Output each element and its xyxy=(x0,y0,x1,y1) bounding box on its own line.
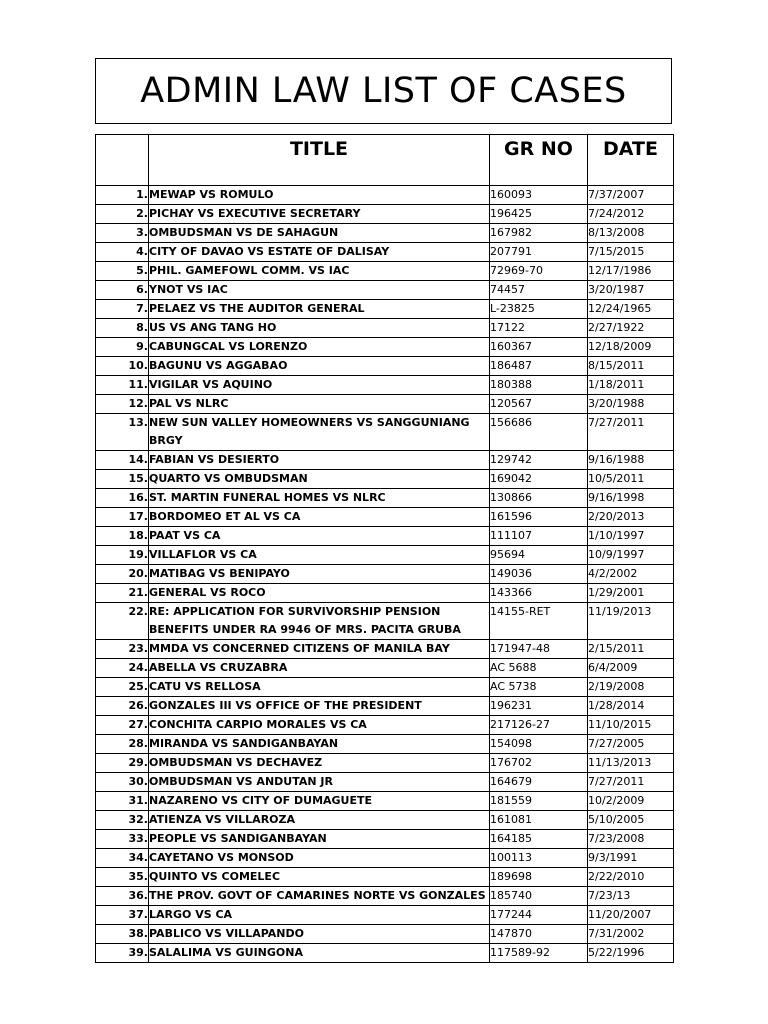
case-number: 16. xyxy=(96,489,149,508)
case-date: 11/19/2013 xyxy=(588,603,674,640)
case-number: 14. xyxy=(96,451,149,470)
case-gr-no: 186487 xyxy=(490,357,588,376)
case-number: 19. xyxy=(96,546,149,565)
table-row xyxy=(96,584,674,603)
case-number: 5. xyxy=(96,262,149,281)
case-number: 17. xyxy=(96,508,149,527)
case-date: 1/10/1997 xyxy=(588,527,674,546)
table-row xyxy=(96,357,674,376)
case-title: YNOT VS IAC xyxy=(149,281,490,300)
header-date: DATE xyxy=(588,135,674,186)
case-number: 24. xyxy=(96,659,149,678)
case-number: 12. xyxy=(96,395,149,414)
case-number: 3. xyxy=(96,224,149,243)
table-row xyxy=(96,224,674,243)
case-number: 26. xyxy=(96,697,149,716)
case-gr-no: 181559 xyxy=(490,792,588,811)
case-date: 7/37/2007 xyxy=(588,186,674,205)
case-number: 10. xyxy=(96,357,149,376)
table-row xyxy=(96,906,674,925)
case-title: NAZARENO VS CITY OF DUMAGUETE xyxy=(149,792,490,811)
case-gr-no: 196231 xyxy=(490,697,588,716)
table-row xyxy=(96,678,674,697)
case-number: 34. xyxy=(96,849,149,868)
case-gr-no: 14155-RET xyxy=(490,603,588,640)
case-title: OMBUDSMAN VS DE SAHAGUN xyxy=(149,224,490,243)
case-title: ATIENZA VS VILLAROZA xyxy=(149,811,490,830)
case-title: MIRANDA VS SANDIGANBAYAN xyxy=(149,735,490,754)
case-gr-no: 147870 xyxy=(490,925,588,944)
case-date: 5/22/1996 xyxy=(588,944,674,963)
table-row xyxy=(96,944,674,963)
case-date: 1/29/2001 xyxy=(588,584,674,603)
table-row xyxy=(96,546,674,565)
case-title: RE: APPLICATION FOR SURVIVORSHIP PENSION BENEFITS UNDER RA 9946 OF MRS. PACITA GRUBA xyxy=(149,603,490,640)
case-date: 5/10/2005 xyxy=(588,811,674,830)
case-title: PEOPLE VS SANDIGANBAYAN xyxy=(149,830,490,849)
case-date: 11/13/2013 xyxy=(588,754,674,773)
case-gr-no: 129742 xyxy=(490,451,588,470)
case-gr-no: 185740 xyxy=(490,887,588,906)
case-gr-no: 72969-70 xyxy=(490,262,588,281)
case-date: 7/23/2008 xyxy=(588,830,674,849)
table-row xyxy=(96,849,674,868)
header-title: TITLE xyxy=(149,135,490,186)
table-row xyxy=(96,489,674,508)
case-title: BAGUNU VS AGGABAO xyxy=(149,357,490,376)
case-title: PABLICO VS VILLAPANDO xyxy=(149,925,490,944)
case-date: 7/15/2015 xyxy=(588,243,674,262)
table-row xyxy=(96,338,674,357)
case-title: PHIL. GAMEFOWL COMM. VS IAC xyxy=(149,262,490,281)
case-date: 2/20/2013 xyxy=(588,508,674,527)
case-gr-no: 161596 xyxy=(490,508,588,527)
case-date: 11/20/2007 xyxy=(588,906,674,925)
case-number: 25. xyxy=(96,678,149,697)
case-title: FABIAN VS DESIERTO xyxy=(149,451,490,470)
case-date: 3/20/1987 xyxy=(588,281,674,300)
case-title: ABELLA VS CRUZABRA xyxy=(149,659,490,678)
table-row xyxy=(96,262,674,281)
case-gr-no: 120567 xyxy=(490,395,588,414)
case-title: VILLAFLOR VS CA xyxy=(149,546,490,565)
case-title: PELAEZ VS THE AUDITOR GENERAL xyxy=(149,300,490,319)
case-title: CABUNGCAL VS LORENZO xyxy=(149,338,490,357)
case-number: 7. xyxy=(96,300,149,319)
case-gr-no: 100113 xyxy=(490,849,588,868)
case-gr-no: L-23825 xyxy=(490,300,588,319)
case-number: 29. xyxy=(96,754,149,773)
case-title: LARGO VS CA xyxy=(149,906,490,925)
case-date: 9/16/1998 xyxy=(588,489,674,508)
case-number: 35. xyxy=(96,868,149,887)
table-row xyxy=(96,300,674,319)
case-number: 37. xyxy=(96,906,149,925)
case-gr-no: 207791 xyxy=(490,243,588,262)
case-gr-no: 164185 xyxy=(490,830,588,849)
case-gr-no: 95694 xyxy=(490,546,588,565)
case-date: 2/22/2010 xyxy=(588,868,674,887)
case-date: 6/4/2009 xyxy=(588,659,674,678)
case-date: 7/24/2012 xyxy=(588,205,674,224)
case-gr-no: 180388 xyxy=(490,376,588,395)
table-row xyxy=(96,451,674,470)
case-gr-no: 189698 xyxy=(490,868,588,887)
case-number: 6. xyxy=(96,281,149,300)
case-date: 7/31/2002 xyxy=(588,925,674,944)
case-gr-no: 111107 xyxy=(490,527,588,546)
case-number: 27. xyxy=(96,716,149,735)
table-row xyxy=(96,527,674,546)
case-number: 18. xyxy=(96,527,149,546)
case-date: 8/13/2008 xyxy=(588,224,674,243)
case-number: 30. xyxy=(96,773,149,792)
case-gr-no: 196425 xyxy=(490,205,588,224)
case-gr-no: AC 5738 xyxy=(490,678,588,697)
case-date: 9/16/1988 xyxy=(588,451,674,470)
table-row xyxy=(96,205,674,224)
case-title: BORDOMEO ET AL VS CA xyxy=(149,508,490,527)
case-number: 4. xyxy=(96,243,149,262)
case-number: 13. xyxy=(96,414,149,451)
case-date: 12/24/1965 xyxy=(588,300,674,319)
case-gr-no: 149036 xyxy=(490,565,588,584)
case-date: 2/19/2008 xyxy=(588,678,674,697)
table-row xyxy=(96,319,674,338)
table-row xyxy=(96,508,674,527)
case-gr-no: 154098 xyxy=(490,735,588,754)
case-title: THE PROV. GOVT OF CAMARINES NORTE VS GONZALES xyxy=(149,887,490,906)
case-title: ST. MARTIN FUNERAL HOMES VS NLRC xyxy=(149,489,490,508)
case-gr-no: 156686 xyxy=(490,414,588,451)
case-number: 22. xyxy=(96,603,149,640)
table-row xyxy=(96,925,674,944)
case-title: SALALIMA VS GUINGONA xyxy=(149,944,490,963)
table-row xyxy=(96,640,674,659)
case-gr-no: 161081 xyxy=(490,811,588,830)
table-row xyxy=(96,735,674,754)
case-number: 21. xyxy=(96,584,149,603)
title-box xyxy=(95,58,672,124)
table-row xyxy=(96,186,674,205)
case-gr-no: 74457 xyxy=(490,281,588,300)
case-number: 28. xyxy=(96,735,149,754)
table-row xyxy=(96,281,674,300)
case-number: 9. xyxy=(96,338,149,357)
case-date: 3/20/1988 xyxy=(588,395,674,414)
case-number: 33. xyxy=(96,830,149,849)
case-date: 12/18/2009 xyxy=(588,338,674,357)
table-row xyxy=(96,414,674,451)
case-date: 2/27/1922 xyxy=(588,319,674,338)
case-gr-no: 17122 xyxy=(490,319,588,338)
case-title: MEWAP VS ROMULO xyxy=(149,186,490,205)
case-title: CITY OF DAVAO VS ESTATE OF DALISAY xyxy=(149,243,490,262)
table-body xyxy=(96,186,674,963)
case-title: PICHAY VS EXECUTIVE SECRETARY xyxy=(149,205,490,224)
case-title: PAAT VS CA xyxy=(149,527,490,546)
case-title: US VS ANG TANG HO xyxy=(149,319,490,338)
case-number: 8. xyxy=(96,319,149,338)
case-title: QUARTO VS OMBUDSMAN xyxy=(149,470,490,489)
case-number: 32. xyxy=(96,811,149,830)
case-date: 9/3/1991 xyxy=(588,849,674,868)
case-number: 2. xyxy=(96,205,149,224)
table-row xyxy=(96,376,674,395)
case-number: 20. xyxy=(96,565,149,584)
case-date: 7/27/2011 xyxy=(588,773,674,792)
table-row xyxy=(96,603,674,640)
case-date: 12/17/1986 xyxy=(588,262,674,281)
case-gr-no: 164679 xyxy=(490,773,588,792)
case-date: 2/15/2011 xyxy=(588,640,674,659)
case-number: 15. xyxy=(96,470,149,489)
case-date: 1/28/2014 xyxy=(588,697,674,716)
case-title: QUINTO VS COMELEC xyxy=(149,868,490,887)
table-row xyxy=(96,697,674,716)
case-title: OMBUDSMAN VS DECHAVEZ xyxy=(149,754,490,773)
header-gr-no: GR NO xyxy=(490,135,588,186)
case-title: CAYETANO VS MONSOD xyxy=(149,849,490,868)
case-date: 4/2/2002 xyxy=(588,565,674,584)
case-gr-no: 217126-27 xyxy=(490,716,588,735)
table-row xyxy=(96,868,674,887)
table-row xyxy=(96,565,674,584)
table-row xyxy=(96,811,674,830)
cases-table xyxy=(95,134,674,963)
case-gr-no: 169042 xyxy=(490,470,588,489)
case-gr-no: 117589-92 xyxy=(490,944,588,963)
case-gr-no: AC 5688 xyxy=(490,659,588,678)
header-number xyxy=(96,135,149,186)
case-gr-no: 167982 xyxy=(490,224,588,243)
case-gr-no: 160093 xyxy=(490,186,588,205)
document-title: ADMIN LAW LIST OF CASES xyxy=(140,71,627,111)
case-number: 31. xyxy=(96,792,149,811)
case-gr-no: 160367 xyxy=(490,338,588,357)
table-row xyxy=(96,395,674,414)
case-date: 10/2/2009 xyxy=(588,792,674,811)
case-title: CATU VS RELLOSA xyxy=(149,678,490,697)
case-number: 11. xyxy=(96,376,149,395)
case-date: 7/23/13 xyxy=(588,887,674,906)
table-row xyxy=(96,659,674,678)
case-gr-no: 130866 xyxy=(490,489,588,508)
case-date: 8/15/2011 xyxy=(588,357,674,376)
table-header-row xyxy=(96,135,674,186)
case-title: MATIBAG VS BENIPAYO xyxy=(149,565,490,584)
case-gr-no: 171947-48 xyxy=(490,640,588,659)
table-row xyxy=(96,887,674,906)
case-number: 36. xyxy=(96,887,149,906)
case-number: 23. xyxy=(96,640,149,659)
case-title: NEW SUN VALLEY HOMEOWNERS VS SANGGUNIANG BRGY xyxy=(149,414,490,451)
case-title: CONCHITA CARPIO MORALES VS CA xyxy=(149,716,490,735)
case-date: 1/18/2011 xyxy=(588,376,674,395)
table-row xyxy=(96,243,674,262)
case-number: 39. xyxy=(96,944,149,963)
case-title: GENERAL VS ROCO xyxy=(149,584,490,603)
case-title: MMDA VS CONCERNED CITIZENS OF MANILA BAY xyxy=(149,640,490,659)
table-row xyxy=(96,716,674,735)
case-title: OMBUDSMAN VS ANDUTAN JR xyxy=(149,773,490,792)
case-number: 38. xyxy=(96,925,149,944)
case-date: 7/27/2005 xyxy=(588,735,674,754)
case-date: 11/10/2015 xyxy=(588,716,674,735)
table-row xyxy=(96,792,674,811)
case-title: GONZALES III VS OFFICE OF THE PRESIDENT xyxy=(149,697,490,716)
table-row xyxy=(96,830,674,849)
case-date: 10/5/2011 xyxy=(588,470,674,489)
case-number: 1. xyxy=(96,186,149,205)
table-row xyxy=(96,773,674,792)
table-row xyxy=(96,754,674,773)
case-gr-no: 177244 xyxy=(490,906,588,925)
case-date: 10/9/1997 xyxy=(588,546,674,565)
case-gr-no: 176702 xyxy=(490,754,588,773)
table-row xyxy=(96,470,674,489)
case-title: PAL VS NLRC xyxy=(149,395,490,414)
case-gr-no: 143366 xyxy=(490,584,588,603)
case-title: VIGILAR VS AQUINO xyxy=(149,376,490,395)
case-date: 7/27/2011 xyxy=(588,414,674,451)
